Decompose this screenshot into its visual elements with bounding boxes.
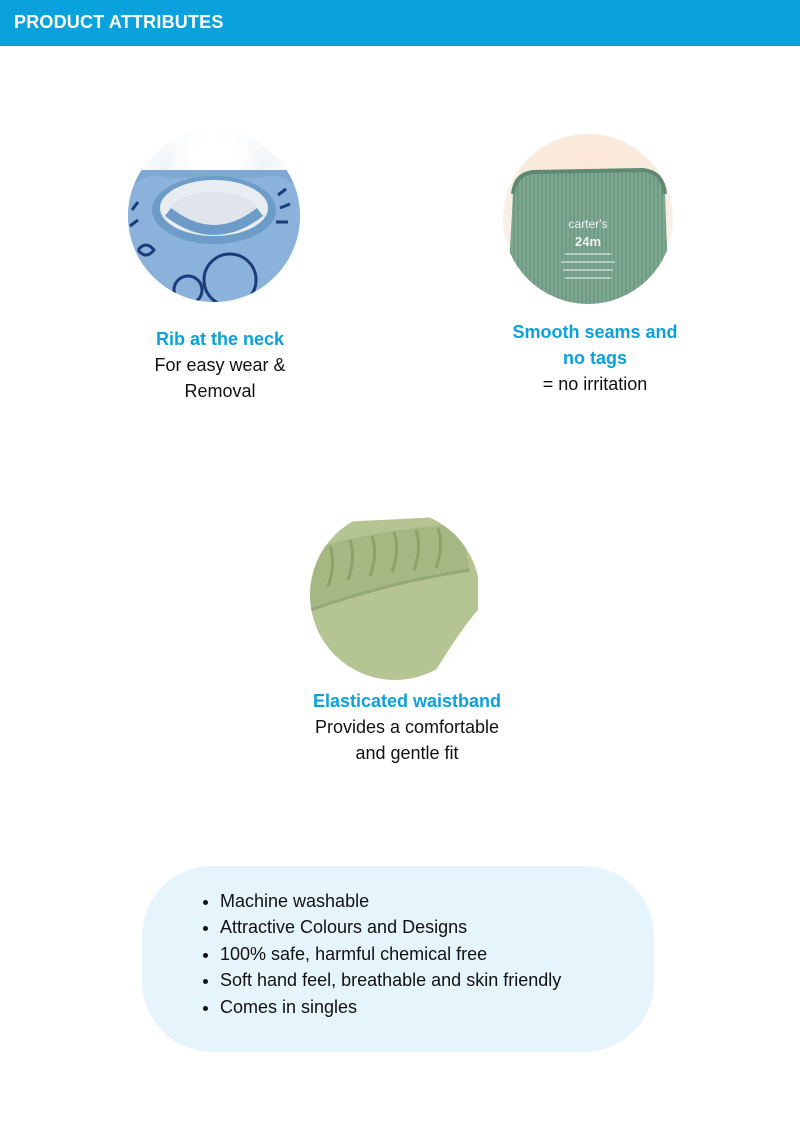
neck-rib-image [128, 130, 300, 302]
page-title: PRODUCT ATTRIBUTES [14, 12, 224, 32]
attribute-title: no tags [562, 348, 627, 368]
attribute-desc: and gentle fit [355, 743, 459, 763]
header-bar [0, 0, 800, 46]
label-brand: carter's [568, 217, 608, 231]
attribute-desc: Provides a comfortable [314, 717, 500, 737]
attribute-neck [120, 326, 320, 404]
attribute-desc: For easy wear & [154, 355, 286, 375]
attribute-desc: = no irritation [542, 374, 648, 394]
waistband-image [310, 510, 480, 680]
feature-item: • Comes in singles [220, 994, 561, 1020]
features-panel [142, 866, 654, 1052]
feature-item: • Machine washable [220, 888, 561, 914]
attribute-seams [495, 319, 695, 397]
attribute-title: Elasticated waistband [312, 691, 502, 711]
feature-item: • Soft hand feel, breathable and skin friendly [220, 967, 561, 993]
seam-label-image [503, 134, 673, 304]
features-list [200, 888, 561, 1020]
attribute-title: Smooth seams and [512, 322, 678, 342]
label-size: 24m [574, 234, 602, 249]
attribute-title: Rib at the neck [155, 329, 285, 349]
feature-item: • 100% safe, harmful chemical free [220, 941, 561, 967]
attribute-desc: Removal [184, 381, 256, 401]
feature-item: • Attractive Colours and Designs [220, 914, 561, 940]
attribute-waistband [287, 688, 527, 766]
